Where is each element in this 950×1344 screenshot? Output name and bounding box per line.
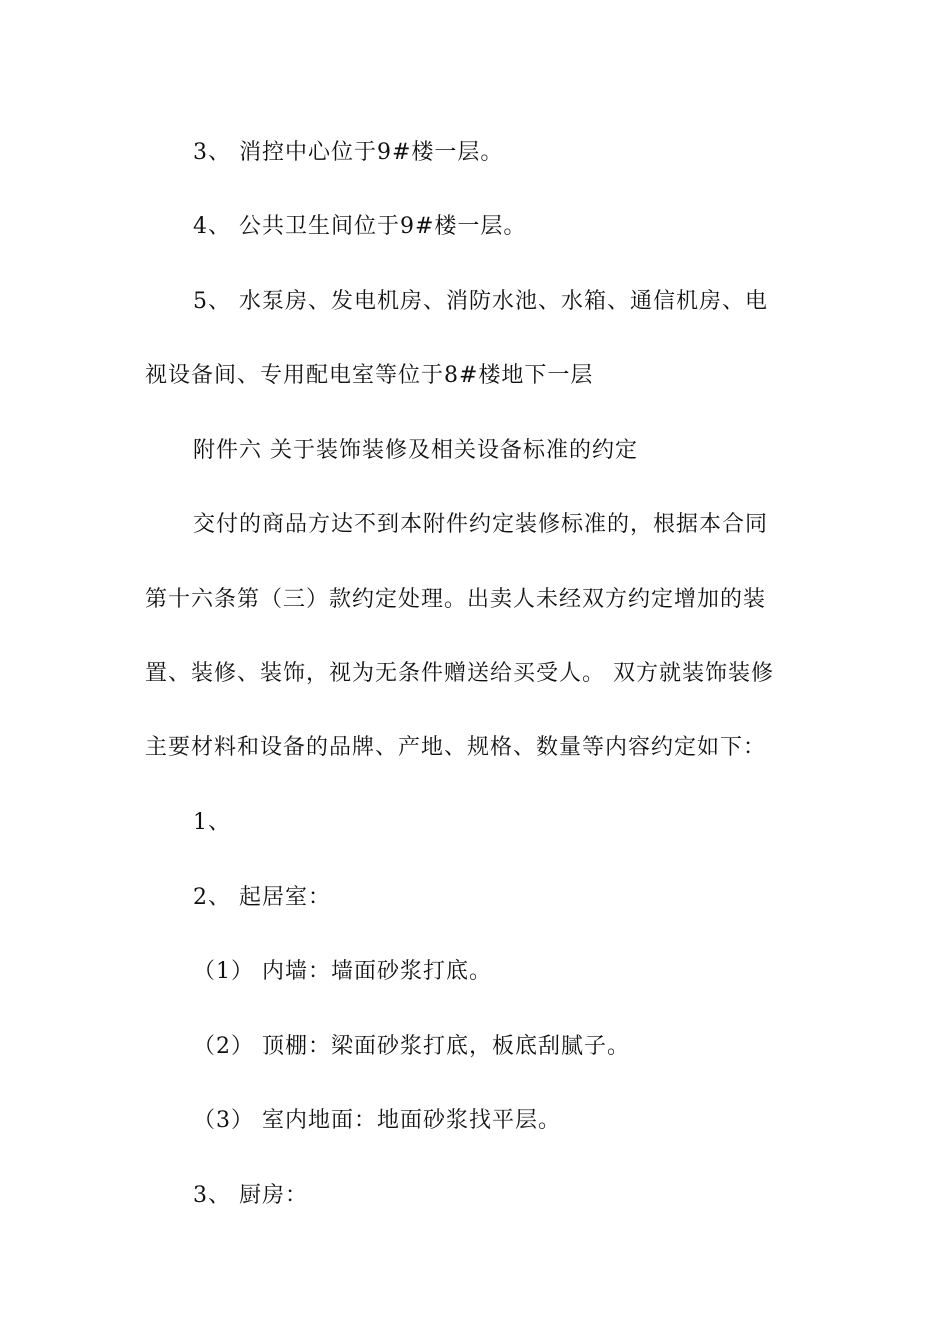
list-item-fire-control-center: 3、 消控中心位于9#楼一层。 bbox=[193, 140, 504, 165]
list-item-1: 1、 bbox=[193, 810, 231, 835]
list-item-living-room: 2、 起居室： bbox=[193, 885, 331, 910]
sub-item-floor: （3） 室内地面：地面砂浆找平层。 bbox=[193, 1108, 561, 1133]
sub-item-ceiling: （2） 顶棚：梁面砂浆打底，板底刮腻子。 bbox=[193, 1034, 630, 1059]
list-item-equipment-rooms: 5、 水泵房、发电机房、消防水池、水箱、通信机房、电 bbox=[193, 289, 768, 314]
sub-item-inner-wall: （1） 内墙：墙面砂浆打底。 bbox=[193, 959, 492, 984]
list-item-public-restroom: 4、 公共卫生间位于9#楼一层。 bbox=[193, 214, 527, 239]
list-item-equipment-rooms-continued: 视设备间、专用配电室等位于8#楼地下一层 bbox=[145, 363, 594, 388]
paragraph-line-1: 交付的商品方达不到本附件约定装修标准的，根据本合同 bbox=[193, 512, 769, 537]
list-item-kitchen: 3、 厨房： bbox=[193, 1183, 308, 1208]
paragraph-line-2: 第十六条第（三）款约定处理。出卖人未经双方约定增加的装 bbox=[145, 587, 767, 612]
section-heading-appendix-six: 附件六 关于装饰装修及相关设备标准的约定 bbox=[193, 438, 638, 463]
paragraph-line-3: 置、装修、装饰，视为无条件赠送给买受人。 双方就装饰装修 bbox=[145, 661, 774, 686]
paragraph-line-4: 主要材料和设备的品牌、产地、规格、数量等内容约定如下： bbox=[145, 735, 767, 760]
